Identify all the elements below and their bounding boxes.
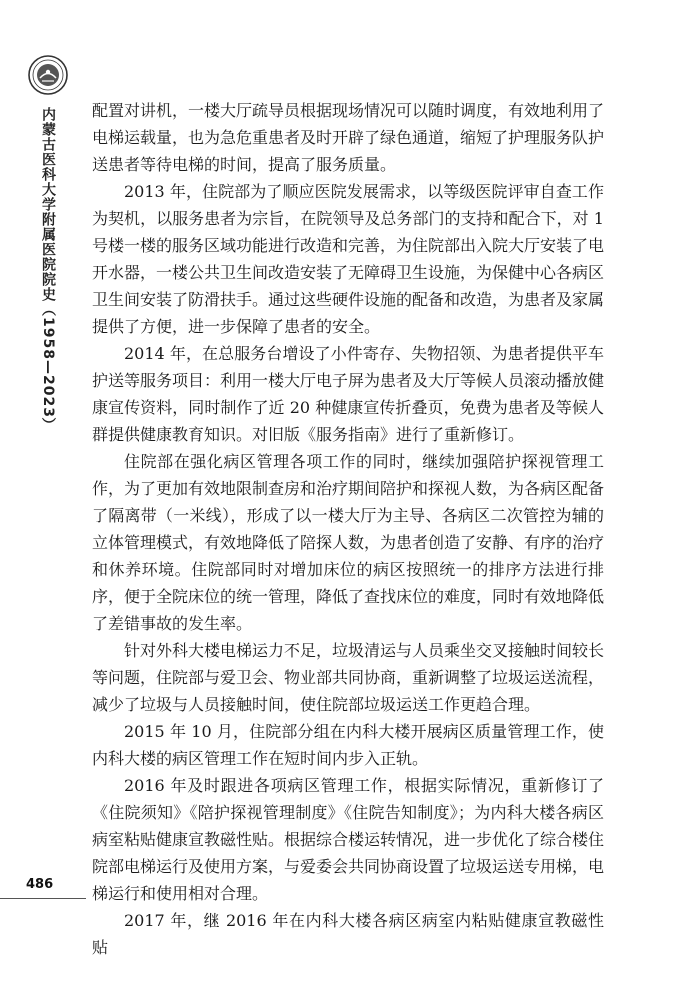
paragraph: 配置对讲机，一楼大厅疏导员根据现场情况可以随时调度，有效地利用了电梯运载量，也为急危重患者及时开辟了绿色通道，缩短了护理服务队护送患者等待电梯的时间，提高了服务质量。 bbox=[92, 101, 605, 174]
paragraph: 2016 年及时跟进各项病区管理工作，根据实际情况，重新修订了《住院须知》《陪护探视管理制度》《住院告知制度》；为内科大楼各病区病室粘贴健康宣教磁性贴。根据综合楼运转情况，进一步优化了综合楼住院部电梯运行及使用方案，与爱委会共同协商设置了垃圾运送专用梯，电梯运行和使用相对合理。 bbox=[92, 776, 605, 903]
university-seal-icon bbox=[28, 55, 68, 95]
page-body bbox=[92, 97, 604, 961]
book-title: 内蒙古医科大学附属医院院史（1958—2023） bbox=[40, 107, 56, 433]
paragraph: 2015 年 10 月，住院部分组在内科大楼开展病区质量管理工作，使内科大楼的病区管理工作在短时间内步入正轨。 bbox=[92, 722, 604, 768]
sidebar bbox=[22, 55, 74, 433]
paragraph: 住院部在强化病区管理各项工作的同时，继续加强陪护探视管理工作，为了更加有效地限制查房和治疗期间陪护和探视人数，为各病区配备了隔离带（一米线），形成了以一楼大厅为主导、各病区二次管控为辅的立体管理模式，有效地降低了陪探人数，为患者创造了安静、有序的治疗和休养环境。住院部同时对增加床位的病区按照统一的排序方法进行排序，便于全院床位的统一管理，降低了查找床位的难度，同时有效地降低了差错事故的发生率。 bbox=[92, 452, 605, 633]
paragraph: 2013 年，住院部为了顺应医院发展需求，以等级医院评审自查工作为契机，以服务患者为宗旨，在院领导及总务部门的支持和配合下，对 1 号楼一楼的服务区域功能进行改造和完善，为住院部出入院大厅安装了电开水器，一楼公共卫生间改造安装了无障碍卫生设施，为保健中心各病区卫生间安装了防滑扶手。通过这些硬件设施的配备和改造，为患者及家属提供了方便，进一步保障了患者的安全。 bbox=[92, 182, 605, 336]
paragraph: 2014 年，在总服务台增设了小件寄存、失物招领、为患者提供平车护送等服务项目：利用一楼大厅电子屏为患者及大厅等候人员滚动播放健康宣传资料，同时制作了近 20 种健康宣传折叠页，免费为患者及等候人群提供健康教育知识。对旧版《服务指南》进行了重新修订。 bbox=[92, 344, 605, 444]
paragraph: 针对外科大楼电梯运力不足，垃圾清运与人员乘坐交叉接触时间较长等问题，住院部与爱卫会、物业部共同协商，重新调整了垃圾运送流程，减少了垃圾与人员接触时间，使住院部垃圾运送工作更趋合理。 bbox=[92, 641, 605, 714]
page-number: 486 bbox=[26, 877, 54, 892]
page-number-rule bbox=[0, 898, 86, 899]
paragraph: 2017 年，继 2016 年在内科大楼各病区病室内粘贴健康宣教磁性贴 bbox=[92, 911, 604, 957]
